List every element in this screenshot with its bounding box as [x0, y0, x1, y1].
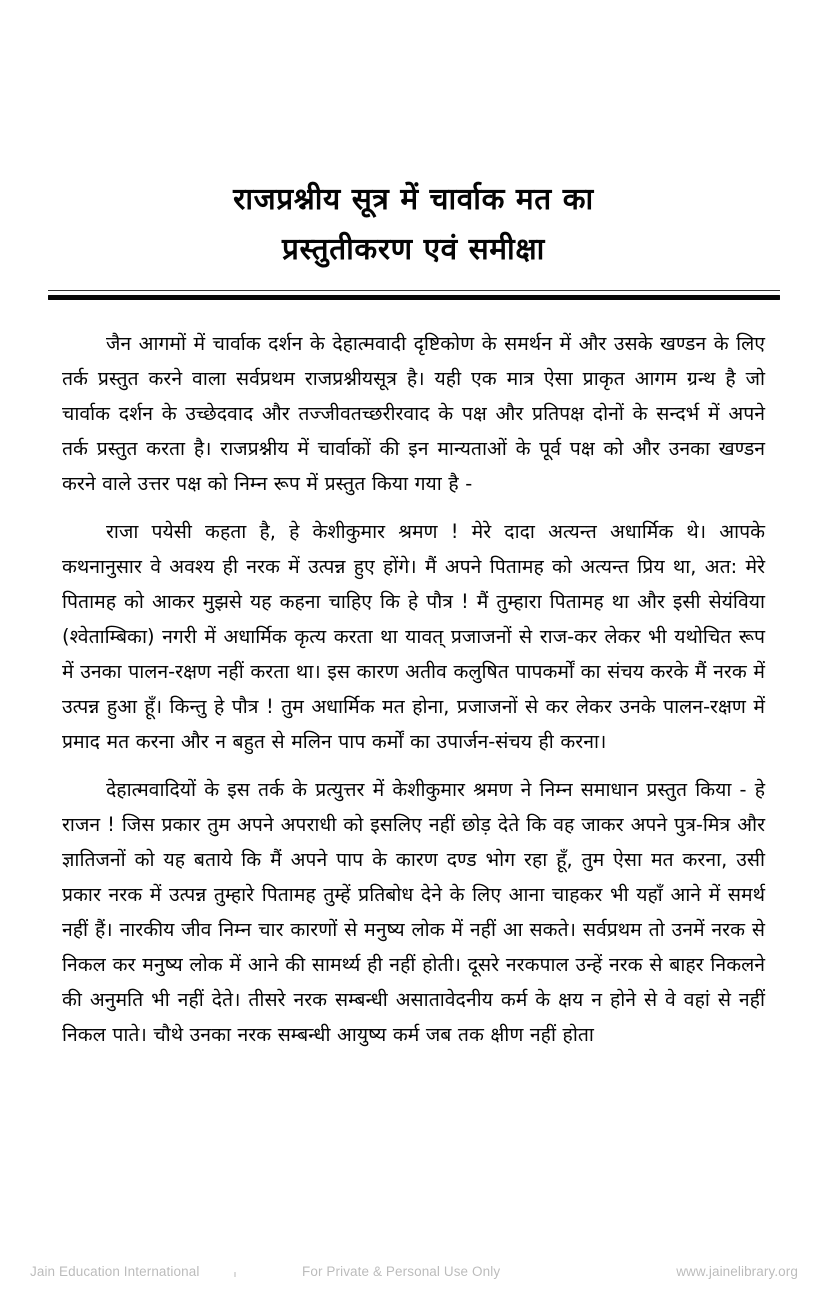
title-divider: [48, 290, 780, 300]
body-text-column: [62, 326, 765, 1052]
divider-thick-line: [48, 295, 780, 300]
body-paragraph-1: जैन आगमों में चार्वाक दर्शन के देहात्मवादी दृष्टिकोण के समर्थन में और उसके खण्डन के लिए तर्क प्रस्तुत करने वाला सर्वप्रथम राजप्रश्नीयसूत्र है। यही एक मात्र ऐसा प्राकृत आगम ग्रन्थ है जो चार्वाक दर्शन के उच्छेदवाद और तज्जीवतच्छरीरवाद के पक्ष और प्रतिपक्ष दोनों के सन्दर्भ में अपने तर्क प्रस्तुत करता है। राजप्रश्नीय में चार्वाकों की इन मान्यताओं के पूर्व पक्ष को और उनका खण्डन करने वाले उत्तर पक्ष को निम्न रूप में प्रस्तुत किया गया है -: [62, 332, 765, 495]
body-paragraph-3: देहात्मवादियों के इस तर्क के प्रत्युत्तर में केशीकुमार श्रमण ने निम्न समाधान प्रस्तुत किया - हे राजन ! जिस प्रकार तुम अपने अपराधी को इसलिए नहीं छोड़ देते कि वह जाकर अपने पुत्र-मित्र और ज्ञातिजनों को यह बताये कि मैं अपने पाप के कारण दण्ड भोग रहा हूँ, तुम ऐसा मत करना, उसी प्रकार नरक में उत्पन्न तुम्हारे पितामह तुम्हें प्रतिबोध देने के लिए आना चाहकर भी यहाँ आने में समर्थ नहीं हैं। नारकीय जीव निम्न चार कारणों से मनुष्य लोक में नहीं आ सकते। सर्वप्रथम तो उनमें नरक से निकल कर मनुष्य लोक में आने की सामर्थ्य ही नहीं होती। दूसरे नरकपाल उन्हें नरक से बाहर निकलने की अनुमति भी नहीं देते। तीसरे नरक सम्बन्धी असातावेदनीय कर्म के क्षय न होने से वे वहां से नहीं निकल पाते। चौथे उनका नरक सम्बन्धी आयुष्य कर्म जब तक क्षीण नहीं होता: [62, 778, 765, 1046]
page-footer: [0, 1258, 828, 1284]
footer-publisher: Jain Education International: [30, 1263, 200, 1279]
divider-thin-line: [48, 290, 780, 291]
title-line-1: राजप्रश्नीय सूत्र में चार्वाक मत का: [233, 182, 594, 217]
page-title: [62, 178, 765, 272]
footer-website: www.jainelibrary.org: [676, 1263, 798, 1279]
body-paragraph-2: राजा पयेसी कहता है, हे केशीकुमार श्रमण ! मेरे दादा अत्यन्त अधार्मिक थे। आपके कथनानुसार वे अवश्य ही नरक में उत्पन्न हुए होंगे। मैं अपने पितामह को अत्यन्त प्रिय था, अत: मेरे पितामह को आकर मुझसे यह कहना चाहिए कि हे पौत्र ! मैं तुम्हारा पितामह था और इसी सेयंविया (श्वेताम्बिका) नगरी में अधार्मिक कृत्य करता था यावत् प्रजाजनों से राज-कर लेकर भी यथोचित रूप में उनका पालन-रक्षण नहीं करता था। इस कारण अतीव कलुषित पापकर्मों का संचय करके मैं नरक में उत्पन्न हुआ हूँ। किन्तु हे पौत्र ! तुम अधार्मिक मत होना, प्रजाजनों से कर लेकर उनके पालन-रक्षण में प्रमाद मत करना और न बहुत से मलिन पाप कर्मों का उपार्जन-संचय ही करना।: [62, 520, 765, 753]
title-line-2: प्रस्तुतीकरण एवं समीक्षा: [282, 232, 545, 267]
footer-usage-notice: For Private & Personal Use Only: [302, 1263, 501, 1279]
